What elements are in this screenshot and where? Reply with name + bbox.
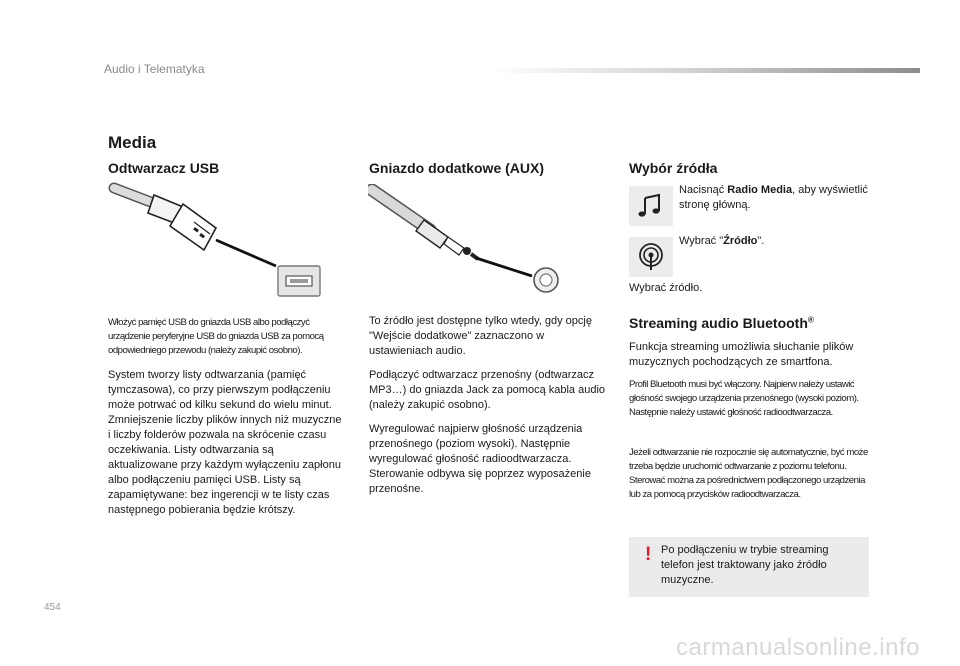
header-rule xyxy=(490,68,920,73)
page-title: Media xyxy=(108,133,157,152)
note-text: Po podłączeniu w trybie streaming telefon jest traktowany jako źródło muzyczne. xyxy=(661,544,829,586)
source-step-3: Wybrać źródło. xyxy=(629,282,703,294)
aux-paragraph-3: Wyregulować najpierw głośność urządzenia przenośnego (poziom wysoki). Następnie wyregulować głośność radioodtwarzacza. Sterowanie odbywa się poprzez wyposażenie przenośne. xyxy=(369,423,591,495)
bluetooth-paragraph-3: Jeżeli odtwarzanie nie rozpocznie się automatycznie, być może trzeba będzie uruchomić odtwarzanie z poziomu telefonu. Sterować można za pośrednictwem podłączonego urządzenia lub za pomocą przycisków radioodtwarzacza. xyxy=(629,447,868,500)
usb-caption: Włożyć pamięć USB do gniazda USB albo podłączyć urządzenie peryferyjne USB do gniazda USB za pomocą odpowiedniego przewodu (należy zakupić osobno). xyxy=(108,317,324,356)
watermark: carmanualsonline.info xyxy=(676,634,920,661)
usb-body: System tworzy listy odtwarzania (pamięć tymczasowa), co przy pierwszym podłączeniu może potrwać od kilku sekund do wielu minut. Zmniejszenie liczby plików innych niż muzyczne i liczby folderów pozwala na skrócenie czasu oczekiwania. Listy odtwarzania są aktualizowane przy każdym wyłączeniu zapłonu albo podłączeniu pamięci USB. Listy są zapamiętywane: bez ingerencji w te listy czas następnego pobierania będzie krótszy. xyxy=(108,369,342,516)
music-note-icon xyxy=(629,186,673,226)
usb-heading: Odtwarzacz USB xyxy=(108,160,220,176)
usb-plug-illustration xyxy=(108,182,328,300)
source-step-1: Nacisnąć Radio Media, aby wyświetlić stronę główną. xyxy=(679,184,868,211)
source-step-2: Wybrać "Źródło". xyxy=(679,235,765,247)
source-heading: Wybór źródła xyxy=(629,160,718,176)
page-number: 454 xyxy=(44,602,61,613)
radio-source-icon xyxy=(629,237,673,277)
aux-jack-illustration xyxy=(368,184,568,300)
section-title: Audio i Telematyka xyxy=(104,62,205,76)
bluetooth-paragraph-2: Profil Bluetooth musi być włączony. Najpierw należy ustawić głośność swojego urządzenia przenośnego (wysoki poziom). Następnie należy ustawić głośność radioodtwarzacza. xyxy=(629,379,859,418)
exclamation-icon: ! xyxy=(645,544,652,565)
bluetooth-paragraph-1: Funkcja streaming umożliwia słuchanie plików muzycznych pochodzących ze smartfona. xyxy=(629,341,854,368)
aux-heading: Gniazdo dodatkowe (AUX) xyxy=(369,160,544,176)
bluetooth-heading: Streaming audio Bluetooth® xyxy=(629,315,814,331)
aux-paragraph-1: To źródło jest dostępne tylko wtedy, gdy opcję "Wejście dodatkowe" zaznaczono w ustawieniach audio. xyxy=(369,315,592,357)
aux-paragraph-2: Podłączyć odtwarzacz przenośny (odtwarzacz MP3…) do gniazda Jack za pomocą kabla audio (należy zakupić osobno). xyxy=(369,369,606,411)
